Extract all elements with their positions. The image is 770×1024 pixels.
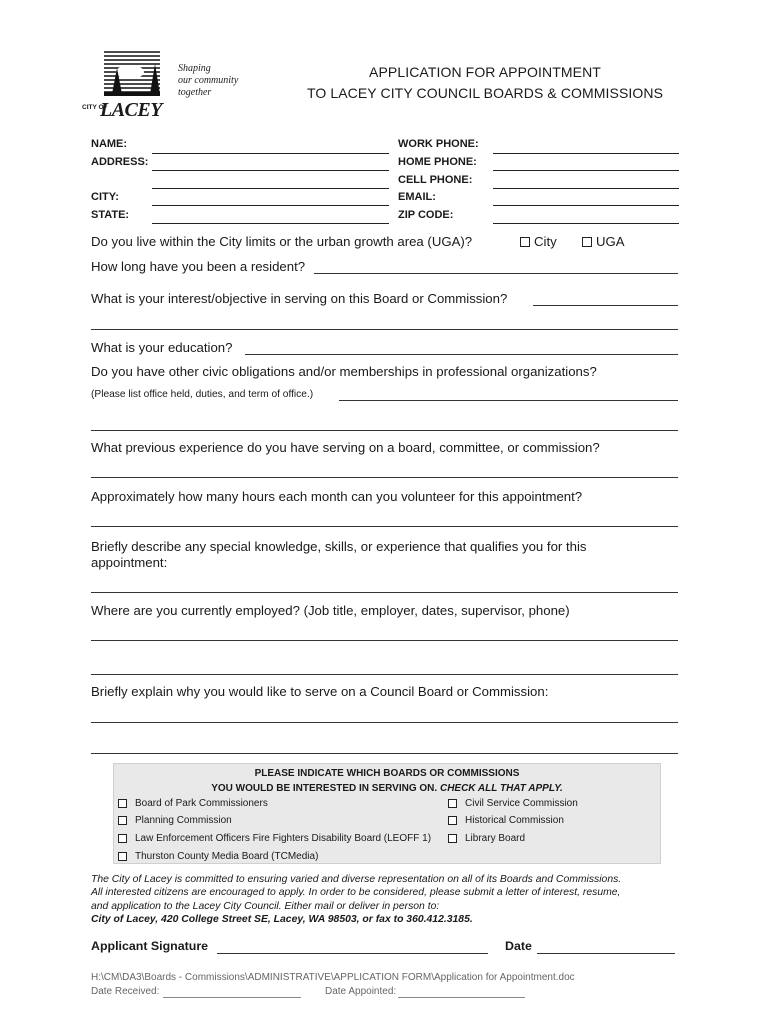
board-label: Library Board: [465, 833, 526, 844]
checkbox-icon: [118, 834, 127, 843]
mailing-address: City of Lacey, 420 College Street SE, Lacey, WA 98503, or fax to 360.412.3185.: [91, 914, 473, 926]
home-phone-field[interactable]: [493, 170, 679, 171]
address-label: ADDRESS:: [91, 156, 149, 168]
employment-question: Where are you currently employed? (Job title, employer, dates, supervisor, phone): [91, 603, 570, 618]
date-received-field[interactable]: [163, 997, 301, 998]
civic-note: (Please list office held, duties, and term of office.): [91, 389, 314, 400]
date-appointed-label: Date Appointed:: [325, 986, 397, 997]
logo-city-of: CITY OF: [82, 104, 108, 111]
state-field[interactable]: [152, 223, 389, 224]
city-field[interactable]: [152, 205, 389, 206]
education-field[interactable]: [245, 354, 678, 355]
checkbox-icon: [448, 834, 457, 843]
hours-question: Approximately how many hours each month can you volunteer for this appointment?: [91, 489, 583, 504]
why-field[interactable]: [91, 722, 678, 723]
signature-field[interactable]: [217, 953, 488, 954]
board-option[interactable]: [448, 815, 564, 826]
email-label: EMAIL:: [398, 191, 436, 203]
page-title: [290, 62, 680, 104]
statement-line: and application to the Lacey City Council. Either mail or deliver in person to:: [91, 900, 440, 912]
city-checkbox[interactable]: [520, 234, 557, 250]
slogan-line: our community: [178, 75, 239, 86]
zip-code-label: ZIP CODE:: [398, 209, 454, 221]
board-option[interactable]: [448, 798, 578, 809]
boards-heading: PLEASE INDICATE WHICH BOARDS OR COMMISSIONS: [254, 768, 520, 779]
employment-field-2[interactable]: [91, 674, 678, 675]
statement-line: All interested citizens are encouraged to apply. In order to be considered, please submit a letter of interest, resume,: [91, 887, 621, 899]
date-appointed-field[interactable]: [398, 997, 525, 998]
knowledge-question: Briefly describe any special knowledge, skills, or experience that qualifies you for this: [91, 539, 587, 554]
board-option[interactable]: [118, 815, 232, 826]
checkbox-icon: [448, 816, 457, 825]
knowledge-question-cont: appointment:: [91, 555, 168, 570]
why-field-2[interactable]: [91, 753, 678, 754]
education-question: What is your education?: [91, 340, 233, 355]
name-label: NAME:: [91, 138, 128, 150]
why-question: Briefly explain why you would like to serve on a Council Board or Commission:: [91, 684, 549, 699]
home-phone-label: HOME PHONE:: [398, 156, 477, 168]
statement-line: The City of Lacey is committed to ensuring varied and diverse representation on all of its Boards and Commissions.: [91, 874, 622, 885]
email-field[interactable]: [493, 205, 679, 206]
interest-field[interactable]: [533, 305, 678, 306]
checkbox-icon: [448, 799, 457, 808]
cell-phone-field[interactable]: [493, 188, 679, 189]
resident-duration-field[interactable]: [314, 273, 678, 274]
signature-label: Applicant Signature: [91, 939, 209, 953]
board-option[interactable]: [448, 833, 525, 844]
board-option[interactable]: [118, 833, 431, 844]
checkbox-icon: [582, 237, 592, 247]
check-all-note: CHECK ALL THAT APPLY.: [439, 783, 563, 794]
experience-question: What previous experience do you have serving on a board, committee, or commission?: [91, 440, 600, 455]
name-field[interactable]: [152, 153, 389, 154]
work-phone-field[interactable]: [493, 153, 679, 154]
work-phone-label: WORK PHONE:: [398, 138, 479, 150]
slogan: [178, 63, 238, 99]
state-label: STATE:: [91, 209, 130, 221]
uga-checkbox[interactable]: [582, 234, 625, 250]
board-label: Law Enforcement Officers Fire Fighters Disability Board (LEOFF 1): [135, 833, 432, 844]
checkbox-icon: [118, 816, 127, 825]
board-label: Historical Commission: [465, 815, 564, 826]
city-option-label: City: [534, 234, 557, 249]
board-label: Thurston County Media Board (TCMedia): [135, 851, 319, 862]
employment-field[interactable]: [91, 640, 678, 641]
interest-question: What is your interest/objective in serving on this Board or Commission?: [91, 291, 508, 306]
experience-field[interactable]: [91, 477, 678, 478]
date-label: Date: [505, 939, 532, 953]
slogan-line: together: [178, 87, 212, 98]
file-path: H:\CM\DA3\Boards - Commissions\ADMINISTRATIVE\APPLICATION FORM\Application for Appointment.doc: [91, 972, 575, 983]
knowledge-field[interactable]: [91, 592, 678, 593]
civic-question: Do you have other civic obligations and/or memberships in professional organizations?: [91, 364, 597, 379]
address-field-2[interactable]: [152, 188, 389, 189]
boards-selection-box: [113, 763, 661, 864]
checkbox-icon: [118, 799, 127, 808]
hours-field[interactable]: [91, 526, 678, 527]
board-label: Board of Park Commissioners: [135, 798, 268, 809]
boards-subheading: [114, 783, 660, 794]
interest-field-2[interactable]: [91, 329, 678, 330]
date-received-label: Date Received:: [91, 986, 160, 997]
diversity-statement: [91, 873, 691, 927]
civic-field[interactable]: [339, 400, 678, 401]
signature-date-field[interactable]: [537, 953, 675, 954]
boards-subheading-text: YOU WOULD BE INTERESTED IN SERVING ON.: [211, 783, 438, 794]
slogan-line: Shaping: [178, 63, 211, 74]
zip-code-field[interactable]: [493, 223, 679, 224]
board-option[interactable]: [118, 798, 268, 809]
residence-question: Do you live within the City limits or the urban growth area (UGA)?: [91, 234, 473, 249]
checkbox-icon: [520, 237, 530, 247]
uga-option-label: UGA: [596, 234, 625, 249]
resident-duration-question: How long have you been a resident?: [91, 259, 306, 274]
title-line-1: APPLICATION FOR APPOINTMENT: [369, 64, 601, 80]
board-option[interactable]: [118, 851, 318, 862]
board-label: Civil Service Commission: [465, 798, 578, 809]
title-line-2: TO LACEY CITY COUNCIL BOARDS & COMMISSIONS: [306, 85, 664, 101]
address-field[interactable]: [152, 170, 389, 171]
logo-wordmark: LACEY: [100, 99, 162, 121]
board-label: Planning Commission: [135, 815, 232, 826]
civic-field-2[interactable]: [91, 430, 678, 431]
checkbox-icon: [118, 852, 127, 861]
city-label: CITY:: [91, 191, 119, 203]
cell-phone-label: CELL PHONE:: [398, 174, 473, 186]
